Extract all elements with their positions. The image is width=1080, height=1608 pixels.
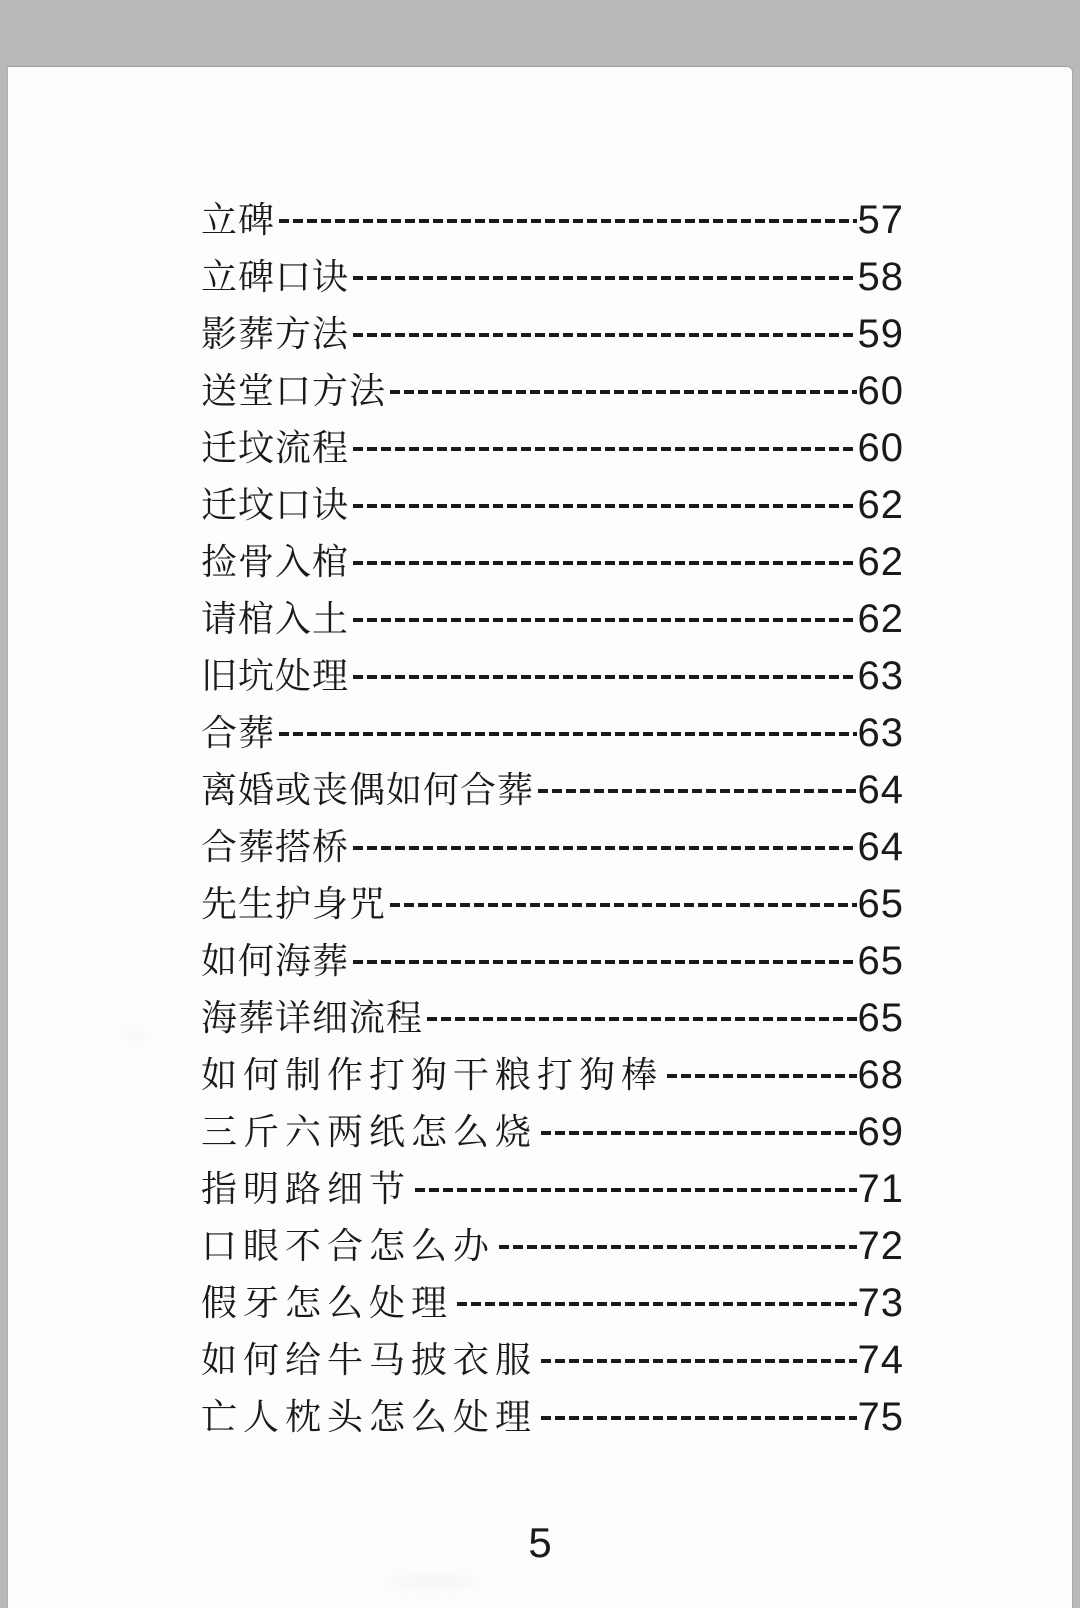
toc-page-number: 62	[857, 539, 904, 584]
scan-smudge	[128, 1027, 142, 1041]
dash-leader	[353, 618, 856, 622]
toc-entry-title: 假牙怎么处理	[201, 1282, 454, 1323]
toc-entry-title: 立碑口诀	[201, 256, 350, 297]
toc-entry-title: 海葬详细流程	[201, 997, 424, 1038]
toc-entry-title: 捡骨入棺	[201, 541, 350, 582]
dash-leader	[353, 333, 856, 337]
toc-entry-title: 旧坑处理	[201, 655, 350, 696]
dash-leader	[353, 675, 856, 679]
toc-row	[201, 1274, 904, 1331]
toc-row	[201, 932, 904, 989]
toc-row	[201, 989, 904, 1046]
toc-page-number: 75	[857, 1394, 904, 1439]
toc-row	[201, 191, 904, 248]
toc-page-number: 69	[857, 1109, 904, 1154]
toc-page-number: 60	[857, 368, 904, 413]
document-page	[7, 66, 1073, 1608]
toc-row	[201, 590, 904, 647]
toc-page-number: 65	[857, 881, 904, 926]
toc-page-number: 65	[857, 995, 904, 1040]
dash-leader	[279, 219, 856, 223]
toc-entry-title: 请棺入土	[201, 598, 350, 639]
dash-leader	[353, 276, 856, 280]
toc-entry-title: 影葬方法	[201, 313, 350, 354]
dash-leader	[457, 1302, 856, 1306]
toc-row	[201, 647, 904, 704]
dash-leader	[353, 960, 856, 964]
dash-leader	[353, 561, 856, 565]
toc-entry-title: 先生护身咒	[201, 883, 387, 924]
toc-row	[201, 362, 904, 419]
toc-entry-title: 立碑	[201, 199, 276, 240]
toc-page-number: 62	[857, 482, 904, 527]
toc-page-number: 64	[857, 824, 904, 869]
toc-row	[201, 533, 904, 590]
toc-row	[201, 818, 904, 875]
toc-row	[201, 476, 904, 533]
toc-page-number: 57	[857, 197, 904, 242]
dash-leader	[353, 846, 856, 850]
dash-leader	[541, 1131, 856, 1135]
scan-smudge	[388, 1577, 478, 1587]
dash-leader	[353, 447, 856, 451]
toc-page-number: 72	[857, 1223, 904, 1268]
dash-leader	[538, 789, 856, 793]
toc-page-number: 64	[857, 767, 904, 812]
toc-row	[201, 1388, 904, 1445]
toc-row	[201, 875, 904, 932]
dash-leader	[390, 903, 856, 907]
dash-leader	[541, 1359, 856, 1363]
toc-entry-title: 口眼不合怎么办	[201, 1225, 496, 1266]
toc-page-number: 63	[857, 710, 904, 755]
toc-page-number: 63	[857, 653, 904, 698]
toc-row	[201, 248, 904, 305]
toc-page-number: 60	[857, 425, 904, 470]
table-of-contents	[201, 191, 904, 1445]
page-folio-number: 5	[528, 1519, 552, 1566]
dash-leader	[667, 1074, 856, 1078]
toc-entry-title: 合葬	[201, 712, 276, 753]
toc-page-number: 58	[857, 254, 904, 299]
toc-row	[201, 305, 904, 362]
dash-leader	[353, 504, 856, 508]
toc-entry-title: 迁坟口诀	[201, 484, 350, 525]
toc-entry-title: 亡人枕头怎么处理	[201, 1396, 538, 1437]
toc-page-number: 74	[857, 1337, 904, 1382]
toc-page-number: 71	[857, 1166, 904, 1211]
toc-row	[201, 1046, 904, 1103]
toc-page-number: 68	[857, 1052, 904, 1097]
toc-entry-title: 如何海葬	[201, 940, 350, 981]
toc-page-number: 65	[857, 938, 904, 983]
dash-leader	[415, 1188, 856, 1192]
toc-page-number: 73	[857, 1280, 904, 1325]
dash-leader	[541, 1416, 856, 1420]
dash-leader	[390, 390, 856, 394]
toc-row	[201, 1160, 904, 1217]
toc-entry-title: 如何制作打狗干粮打狗棒	[201, 1054, 664, 1095]
toc-row	[201, 419, 904, 476]
toc-row	[201, 1217, 904, 1274]
toc-page-number: 59	[857, 311, 904, 356]
toc-entry-title: 指明路细节	[201, 1168, 412, 1209]
toc-row	[201, 761, 904, 818]
dash-leader	[427, 1017, 856, 1021]
toc-entry-title: 离婚或丧偶如何合葬	[201, 769, 535, 810]
toc-row	[201, 1331, 904, 1388]
toc-entry-title: 送堂口方法	[201, 370, 387, 411]
toc-entry-title: 三斤六两纸怎么烧	[201, 1111, 538, 1152]
toc-entry-title: 迁坟流程	[201, 427, 350, 468]
toc-row	[201, 1103, 904, 1160]
toc-page-number: 62	[857, 596, 904, 641]
toc-row	[201, 704, 904, 761]
dash-leader	[279, 732, 856, 736]
dash-leader	[499, 1245, 856, 1249]
toc-entry-title: 合葬搭桥	[201, 826, 350, 867]
toc-entry-title: 如何给牛马披衣服	[201, 1339, 538, 1380]
